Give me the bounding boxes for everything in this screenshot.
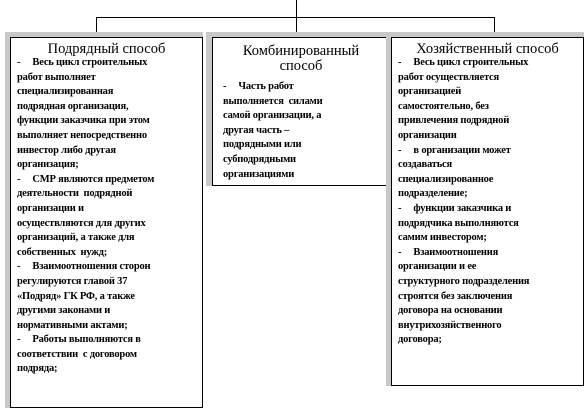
text-line: самой организации, а — [223, 110, 322, 122]
text-line: регулируются главой 37 — [17, 275, 128, 287]
text-line: самостоятельно, без — [398, 100, 489, 112]
text-line: самим инвестором; — [398, 232, 487, 244]
text-line: организаций, а также для — [17, 232, 135, 244]
box-body — [17, 56, 154, 377]
text-line: субподрядными — [223, 153, 296, 165]
text-line: собственных нужд; — [17, 246, 108, 258]
text-line: договора на основании — [398, 305, 503, 317]
box-contract-method — [10, 37, 203, 408]
connector-trunk — [296, 0, 297, 18]
text-line: создаваться — [398, 159, 453, 171]
text-line: подряда; — [17, 363, 58, 375]
box-title — [213, 44, 389, 74]
text-line: соответствии с договором — [17, 348, 137, 360]
text-line: осуществляются для других — [17, 217, 146, 229]
text-line: специализированное — [398, 173, 494, 185]
text-line: организация; — [17, 159, 79, 171]
box-body — [398, 56, 529, 348]
box-title-line: способ — [279, 58, 323, 74]
text-line: строятся без заключения — [398, 290, 513, 302]
text-line: организации и — [17, 202, 84, 214]
box-title-line: Подрядный способ — [47, 41, 166, 57]
text-line: - Весь цикл строительных — [17, 57, 148, 68]
text-line: выполняет непосредственно — [17, 129, 147, 141]
text-line: привлечения подрядной — [398, 115, 510, 127]
box-body — [223, 80, 322, 182]
text-line: подрядчика выполняются — [398, 217, 519, 229]
text-line: - Весь цикл строительных — [398, 57, 529, 68]
text-line: структурного подразделения — [398, 275, 530, 287]
text-line: организации и ее — [398, 261, 477, 273]
text-line: - функции заказчика и — [398, 202, 512, 214]
box-title-line: Комбинированный — [242, 43, 360, 59]
text-line: - в организации может — [398, 144, 511, 156]
text-line: - Взаимоотношения сторон — [17, 261, 151, 273]
box-title — [392, 42, 583, 57]
text-line: организациями — [223, 168, 295, 180]
text-line: внутрихозяйственного — [398, 319, 502, 331]
text-line: работ выполняет — [17, 71, 96, 83]
box-title — [11, 42, 202, 57]
text-line: нормативными актами; — [17, 319, 128, 331]
text-line: работ осуществляется — [398, 71, 499, 83]
text-line: специализированная — [17, 86, 114, 98]
text-line: выполняется силами — [223, 95, 323, 107]
text-line: организацией — [398, 86, 462, 98]
text-line: подрядными или — [223, 139, 302, 151]
box-combined-method — [212, 37, 390, 186]
box-title-line: Хозяйственный способ — [416, 41, 559, 57]
text-line: организации — [398, 129, 457, 141]
text-line: другими законами и — [17, 305, 111, 317]
text-line: инвестор либо другая — [17, 144, 116, 156]
text-line: - Взаимоотношения — [398, 246, 499, 258]
text-line: - Работы выполняются в — [17, 334, 141, 346]
text-line: «Подряд» ГК РФ, а также — [17, 290, 135, 302]
text-line: другая часть – — [223, 124, 290, 136]
box-in-house-method — [391, 37, 584, 386]
text-line: подрядная организация, — [17, 100, 129, 112]
text-line: - Часть работ — [223, 81, 294, 92]
text-line: подразделение; — [398, 188, 468, 200]
text-line: функции заказчика при этом — [17, 115, 150, 127]
text-line: договора; — [398, 334, 442, 346]
text-line: - СМР являются предметом — [17, 173, 155, 185]
text-line: деятельности подрядной — [17, 188, 133, 200]
